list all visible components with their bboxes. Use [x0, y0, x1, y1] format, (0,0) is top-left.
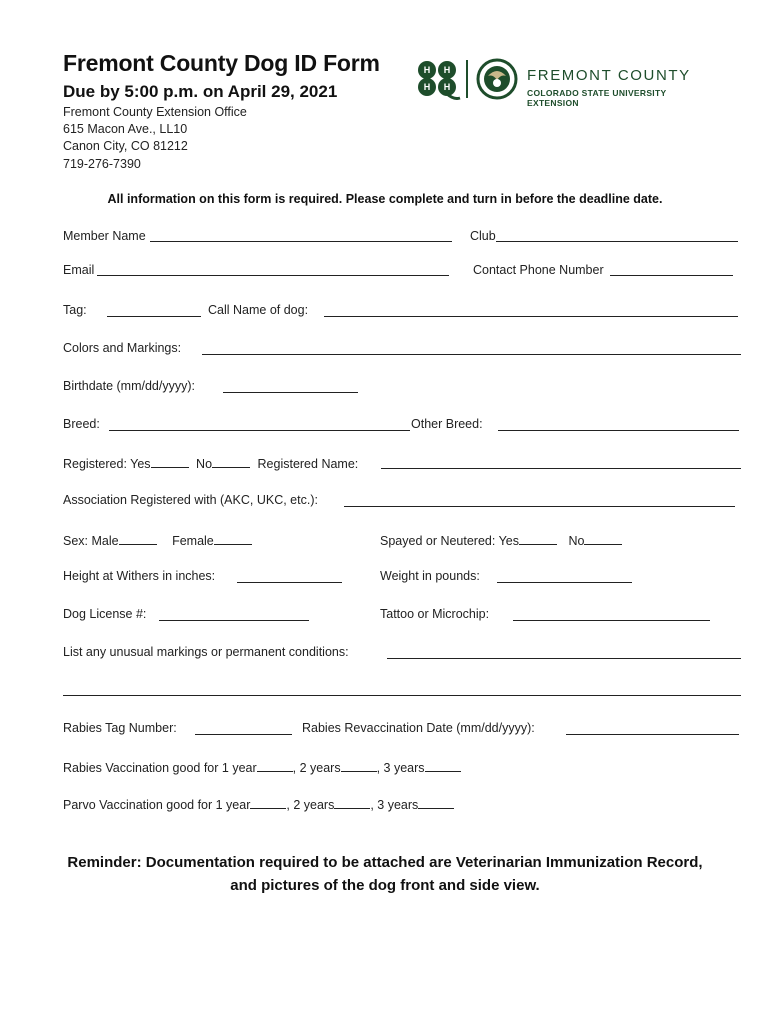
rabies-1-year-field[interactable] [257, 759, 293, 772]
office-street: 615 Macon Ave., LL10 [63, 122, 188, 136]
rabies-3-years-label: , 3 years [376, 761, 425, 775]
club-field[interactable] [496, 241, 738, 242]
due-date: Due by 5:00 p.m. on April 29, 2021 [63, 82, 338, 101]
registered-row [63, 455, 358, 471]
colors-field[interactable] [202, 354, 741, 355]
reminder-line-1: Reminder: Documentation required to be attached are Veterinarian Immunization Record, [67, 854, 703, 871]
parvo-3-years-label: , 3 years [370, 798, 419, 812]
parvo-3-years-field[interactable] [418, 796, 454, 809]
weight-label: Weight in pounds: [380, 569, 480, 583]
logo-county-name: FREMONT COUNTY [527, 67, 691, 84]
office-city: Canon City, CO 81212 [63, 139, 188, 153]
registered-yes-field[interactable] [151, 455, 189, 468]
reminder [0, 851, 770, 897]
parvo-1-year-field[interactable] [250, 796, 286, 809]
svg-text:H: H [423, 65, 431, 75]
call-name-label: Call Name of dog: [208, 303, 309, 317]
sex-row [63, 532, 252, 548]
contact-phone-label: Contact Phone Number [473, 263, 604, 277]
sex-male-label: Sex: Male [63, 534, 119, 548]
4h-clover-icon [414, 58, 464, 100]
logo-divider [466, 60, 468, 98]
logo-university-name: COLORADO STATE UNIVERSITY [527, 88, 667, 98]
rabies-tag-label: Rabies Tag Number: [63, 721, 177, 735]
sex-female-label: Female [172, 534, 214, 548]
rabies-vacc-row [63, 759, 461, 775]
spayed-yes-field[interactable] [519, 532, 557, 545]
logo-university [527, 88, 666, 108]
registered-yes-label: Registered: Yes [63, 457, 151, 471]
tag-label: Tag: [63, 303, 87, 317]
tag-field[interactable] [107, 316, 201, 317]
tattoo-field[interactable] [513, 620, 710, 621]
email-field[interactable] [97, 275, 449, 276]
reminder-line-2: and pictures of the dog front and side view. [230, 877, 540, 894]
colors-label: Colors and Markings: [63, 341, 182, 355]
spayed-no-field[interactable] [584, 532, 622, 545]
registered-no-field[interactable] [212, 455, 250, 468]
unusual-field-line2[interactable] [63, 695, 741, 696]
height-field[interactable] [237, 582, 342, 583]
unusual-label: List any unusual markings or permanent conditions: [63, 645, 349, 659]
other-breed-field[interactable] [498, 430, 739, 431]
club-label: Club [470, 229, 496, 243]
office-name: Fremont County Extension Office [63, 105, 247, 119]
birthdate-label: Birthdate (mm/dd/yyyy): [63, 379, 195, 393]
rabies-revacc-field[interactable] [566, 734, 739, 735]
association-field[interactable] [344, 506, 735, 507]
required-notice: All information on this form is required. Please complete and turn in before the deadline date. [107, 192, 663, 206]
spayed-no-label: No [568, 534, 585, 548]
svg-text:H: H [443, 65, 451, 75]
birthdate-field[interactable] [223, 392, 358, 393]
weight-field[interactable] [497, 582, 632, 583]
member-name-label: Member Name [63, 229, 146, 243]
sex-male-field[interactable] [119, 532, 157, 545]
rabies-2-years-label: , 2 years [292, 761, 341, 775]
registered-name-field[interactable] [381, 468, 741, 469]
csu-ram-seal-icon [474, 58, 520, 100]
rabies-tag-field[interactable] [195, 734, 292, 735]
association-label: Association Registered with (AKC, UKC, etc.): [63, 493, 318, 507]
rabies-1-year-label: Rabies Vaccination good for 1 year [63, 761, 257, 775]
registered-name-label: Registered Name: [257, 457, 359, 471]
breed-label: Breed: [63, 417, 100, 431]
email-label: Email [63, 263, 95, 277]
parvo-2-years-label: , 2 years [286, 798, 335, 812]
rabies-revacc-label: Rabies Revaccination Date (mm/dd/yyyy): [302, 721, 535, 735]
other-breed-label: Other Breed: [411, 417, 483, 431]
svg-text:H: H [423, 82, 431, 92]
sex-female-field[interactable] [214, 532, 252, 545]
form-title: Fremont County Dog ID Form [63, 50, 380, 76]
parvo-vacc-row [63, 796, 454, 812]
spayed-yes-label: Spayed or Neutered: Yes [380, 534, 519, 548]
rabies-3-years-field[interactable] [425, 759, 461, 772]
member-name-field[interactable] [150, 241, 452, 242]
license-field[interactable] [159, 620, 309, 621]
tattoo-label: Tattoo or Microchip: [380, 607, 490, 621]
parvo-1-year-label: Parvo Vaccination good for 1 year [63, 798, 251, 812]
contact-phone-field[interactable] [610, 275, 733, 276]
parvo-2-years-field[interactable] [334, 796, 370, 809]
call-name-field[interactable] [324, 316, 738, 317]
registered-no-label: No [196, 457, 213, 471]
unusual-field[interactable] [387, 658, 741, 659]
logo-extension: EXTENSION [527, 98, 579, 108]
breed-field[interactable] [109, 430, 410, 431]
height-label: Height at Withers in inches: [63, 569, 216, 583]
license-label: Dog License #: [63, 607, 147, 621]
rabies-2-years-field[interactable] [341, 759, 377, 772]
svg-text:H: H [443, 82, 451, 92]
spayed-row [380, 532, 622, 548]
office-phone: 719-276-7390 [63, 157, 141, 171]
